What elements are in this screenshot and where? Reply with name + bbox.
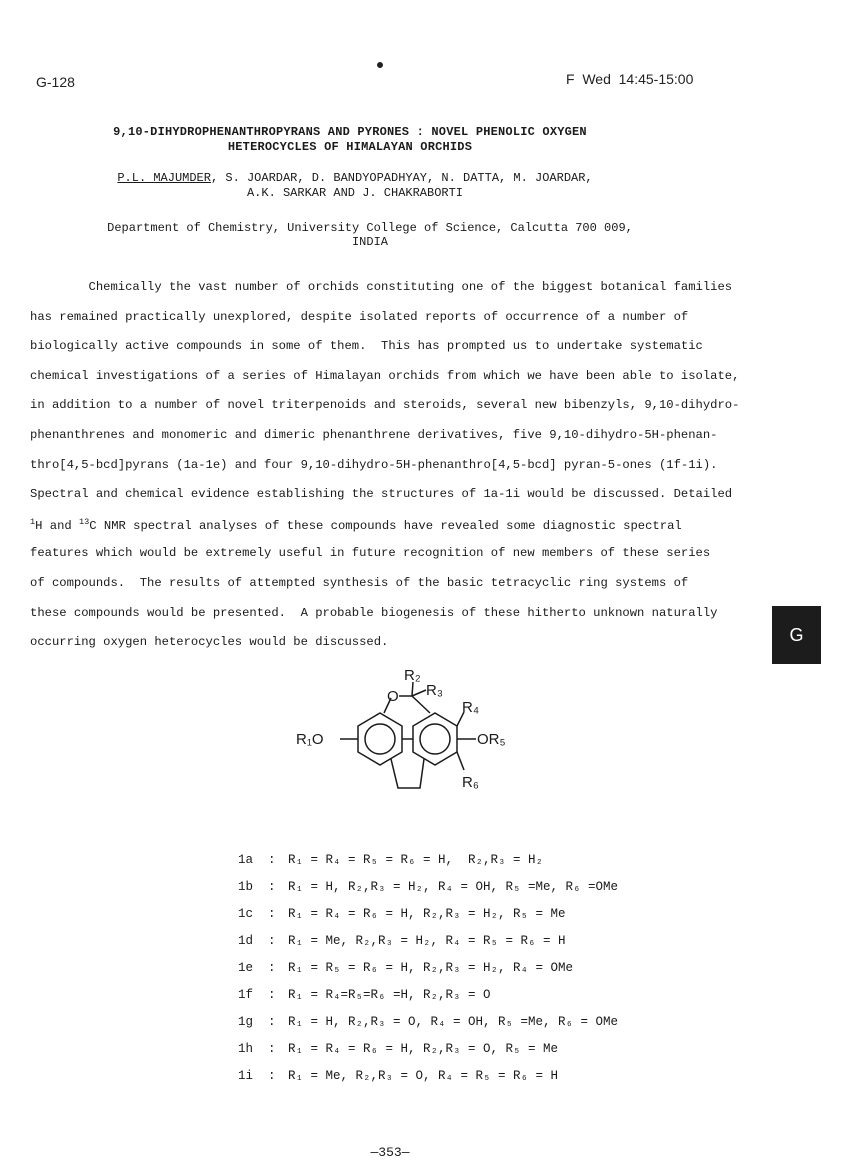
abstract-line: phenanthrenes and monomeric and dimeric phenanthrene derivatives, five 9,10-dihydro-5H-phenan- [30,428,718,442]
compound-row [238,880,618,894]
abstract-line: these compounds would be presented. A probable biogenesis of these hitherto unknown naturally [30,605,718,620]
r6-bond [457,752,464,770]
nmr-rest: C NMR spectral analyses of these compounds have revealed some diagnostic spectral [89,518,682,533]
compound-substituents: R₁ = Me, R₂,R₃ = O, R₄ = R₅ = R₆ = H [288,1069,559,1083]
compound-substituents: R₁ = R₅ = R₆ = H, R₂,R₃ = H₂, R₄ = OMe [288,961,574,975]
affiliation-line-1: Department of Chemistry, University College of Science, Calcutta 700 009, [107,221,633,235]
compound-row [238,1015,618,1029]
right-aromatic-circle [420,724,450,754]
compound-row [238,1069,558,1083]
nmr-h-symbol: H [35,518,43,533]
compound-separator: : [268,853,276,867]
r3-bond [412,690,426,696]
abstract-line-nmr [30,517,682,533]
abstract-line: Chemically the vast number of orchids constituting one of the biggest botanical families [30,280,733,294]
compound-separator: : [268,988,276,1002]
r1o-label: R₁O [296,731,324,748]
compound-row [238,853,543,867]
compound-row [238,961,573,975]
or5-label: OR₅ [477,731,506,748]
authors-line-1 [0,171,710,185]
page-number: —353— [370,1145,410,1160]
compound-separator: : [268,961,276,975]
compound-label: 1b [238,880,254,894]
compound-separator: : [268,934,276,948]
phenanthropyran-structure [280,660,540,810]
session-time: F Wed 14:45-15:00 [566,71,694,87]
r2-label: R₂ [404,667,421,684]
compound-label: 1e [238,961,254,975]
abstract-line: Spectral and chemical evidence establishing the structures of 1a-1i would be discussed. Detailed [30,487,733,502]
compound-separator: : [268,1042,276,1056]
affiliation-line-2: INDIA [351,235,388,249]
compound-separator: : [268,907,276,921]
ring-oxygen-label: O [387,688,399,705]
compound-row [238,1042,558,1056]
compound-label: 1d [238,934,254,948]
compound-substituents: R₁ = R₄ = R₆ = H, R₂,R₃ = O, R₅ = Me [288,1042,559,1056]
presenting-author: P.L. MAJUMDER [117,171,211,185]
r2-bond [412,682,413,696]
compound-row [238,907,566,921]
compound-label: 1a [238,853,254,867]
abstract-line: occurring oxygen heterocycles would be discussed. [30,635,389,650]
compound-substituents: R₁ = Me, R₂,R₃ = H₂, R₄ = R₅ = R₆ = H [288,934,566,948]
compound-label: 1h [238,1042,254,1056]
punch-dot [377,62,383,68]
abstract-line: of compounds. The results of attempted synthesis of the basic tetracyclic ring systems of [30,576,689,590]
ethano-bridge [391,759,424,788]
compound-substituents: R₁ = R₄ = R₆ = H, R₂,R₃ = H₂, R₅ = Me [288,907,566,921]
compound-row [238,988,491,1002]
abstract-line: biologically active compounds in some of them. This has prompted us to undertake systematic [30,339,703,354]
nmr-and: and [42,518,80,533]
authors-line-1-rest: , S. JOARDAR, D. BANDYOPADHYAY, N. DATTA, M. JOARDAR, [210,171,593,185]
compound-separator: : [268,1069,276,1083]
compound-substituents: R₁ = R₄ = R₅ = R₆ = H, R₂,R₃ = H₂ [288,853,544,867]
r6-label: R₆ [462,774,479,791]
left-aromatic-circle [365,724,395,754]
nmr-c-mass: 13 [79,516,90,527]
compound-separator: : [268,1015,276,1029]
compound-row [238,934,566,948]
title-line-2: HETEROCYCLES OF HIMALAYAN ORCHIDS [227,140,473,154]
compound-label: 1i [238,1069,254,1083]
compound-label: 1g [238,1015,254,1029]
nmr-h-mass: 1 [30,516,36,527]
title-line-1: 9,10-DIHYDROPHENANTHROPYRANS AND PYRONES : NOVEL PHENOLIC OXYGEN [113,125,587,139]
abstract-line: features which would be extremely useful in future recognition of new members of these series [30,546,711,561]
abstract-line: thro[4,5-bcd]pyrans (1a-1e) and four 9,10-dihydro-5H-phenanthro[4,5-bcd] pyran-5-ones (1f-1i). [30,457,718,472]
r4-label: R₄ [462,699,479,716]
authors-line-2: A.K. SARKAR AND J. CHAKRABORTI [246,186,464,200]
abstract-line: in addition to a number of novel triterpenoids and steroids, several new bibenzyls, 9,10-dihydro- [30,398,740,413]
abstract-line: has remained practically unexplored, despite isolated reports of occurrence of a number of [30,309,689,324]
compound-substituents: R₁ = H, R₂,R₃ = H₂, R₄ = OH, R₅ =Me, R₆ =OMe [288,880,619,894]
compound-substituents: R₁ = R₄=R₅=R₆ =H, R₂,R₃ = O [288,988,491,1002]
abstract-code: G-128 [36,74,75,90]
r3-label: R₃ [426,682,443,699]
compound-separator: : [268,880,276,894]
section-tab: G [772,606,821,664]
compound-substituents: R₁ = H, R₂,R₃ = O, R₄ = OH, R₅ =Me, R₆ = OMe [288,1015,619,1029]
compound-label: 1c [238,907,254,921]
abstract-line: chemical investigations of a series of Himalayan orchids from which we have been able to isolate, [30,368,740,383]
compound-label: 1f [238,988,254,1002]
